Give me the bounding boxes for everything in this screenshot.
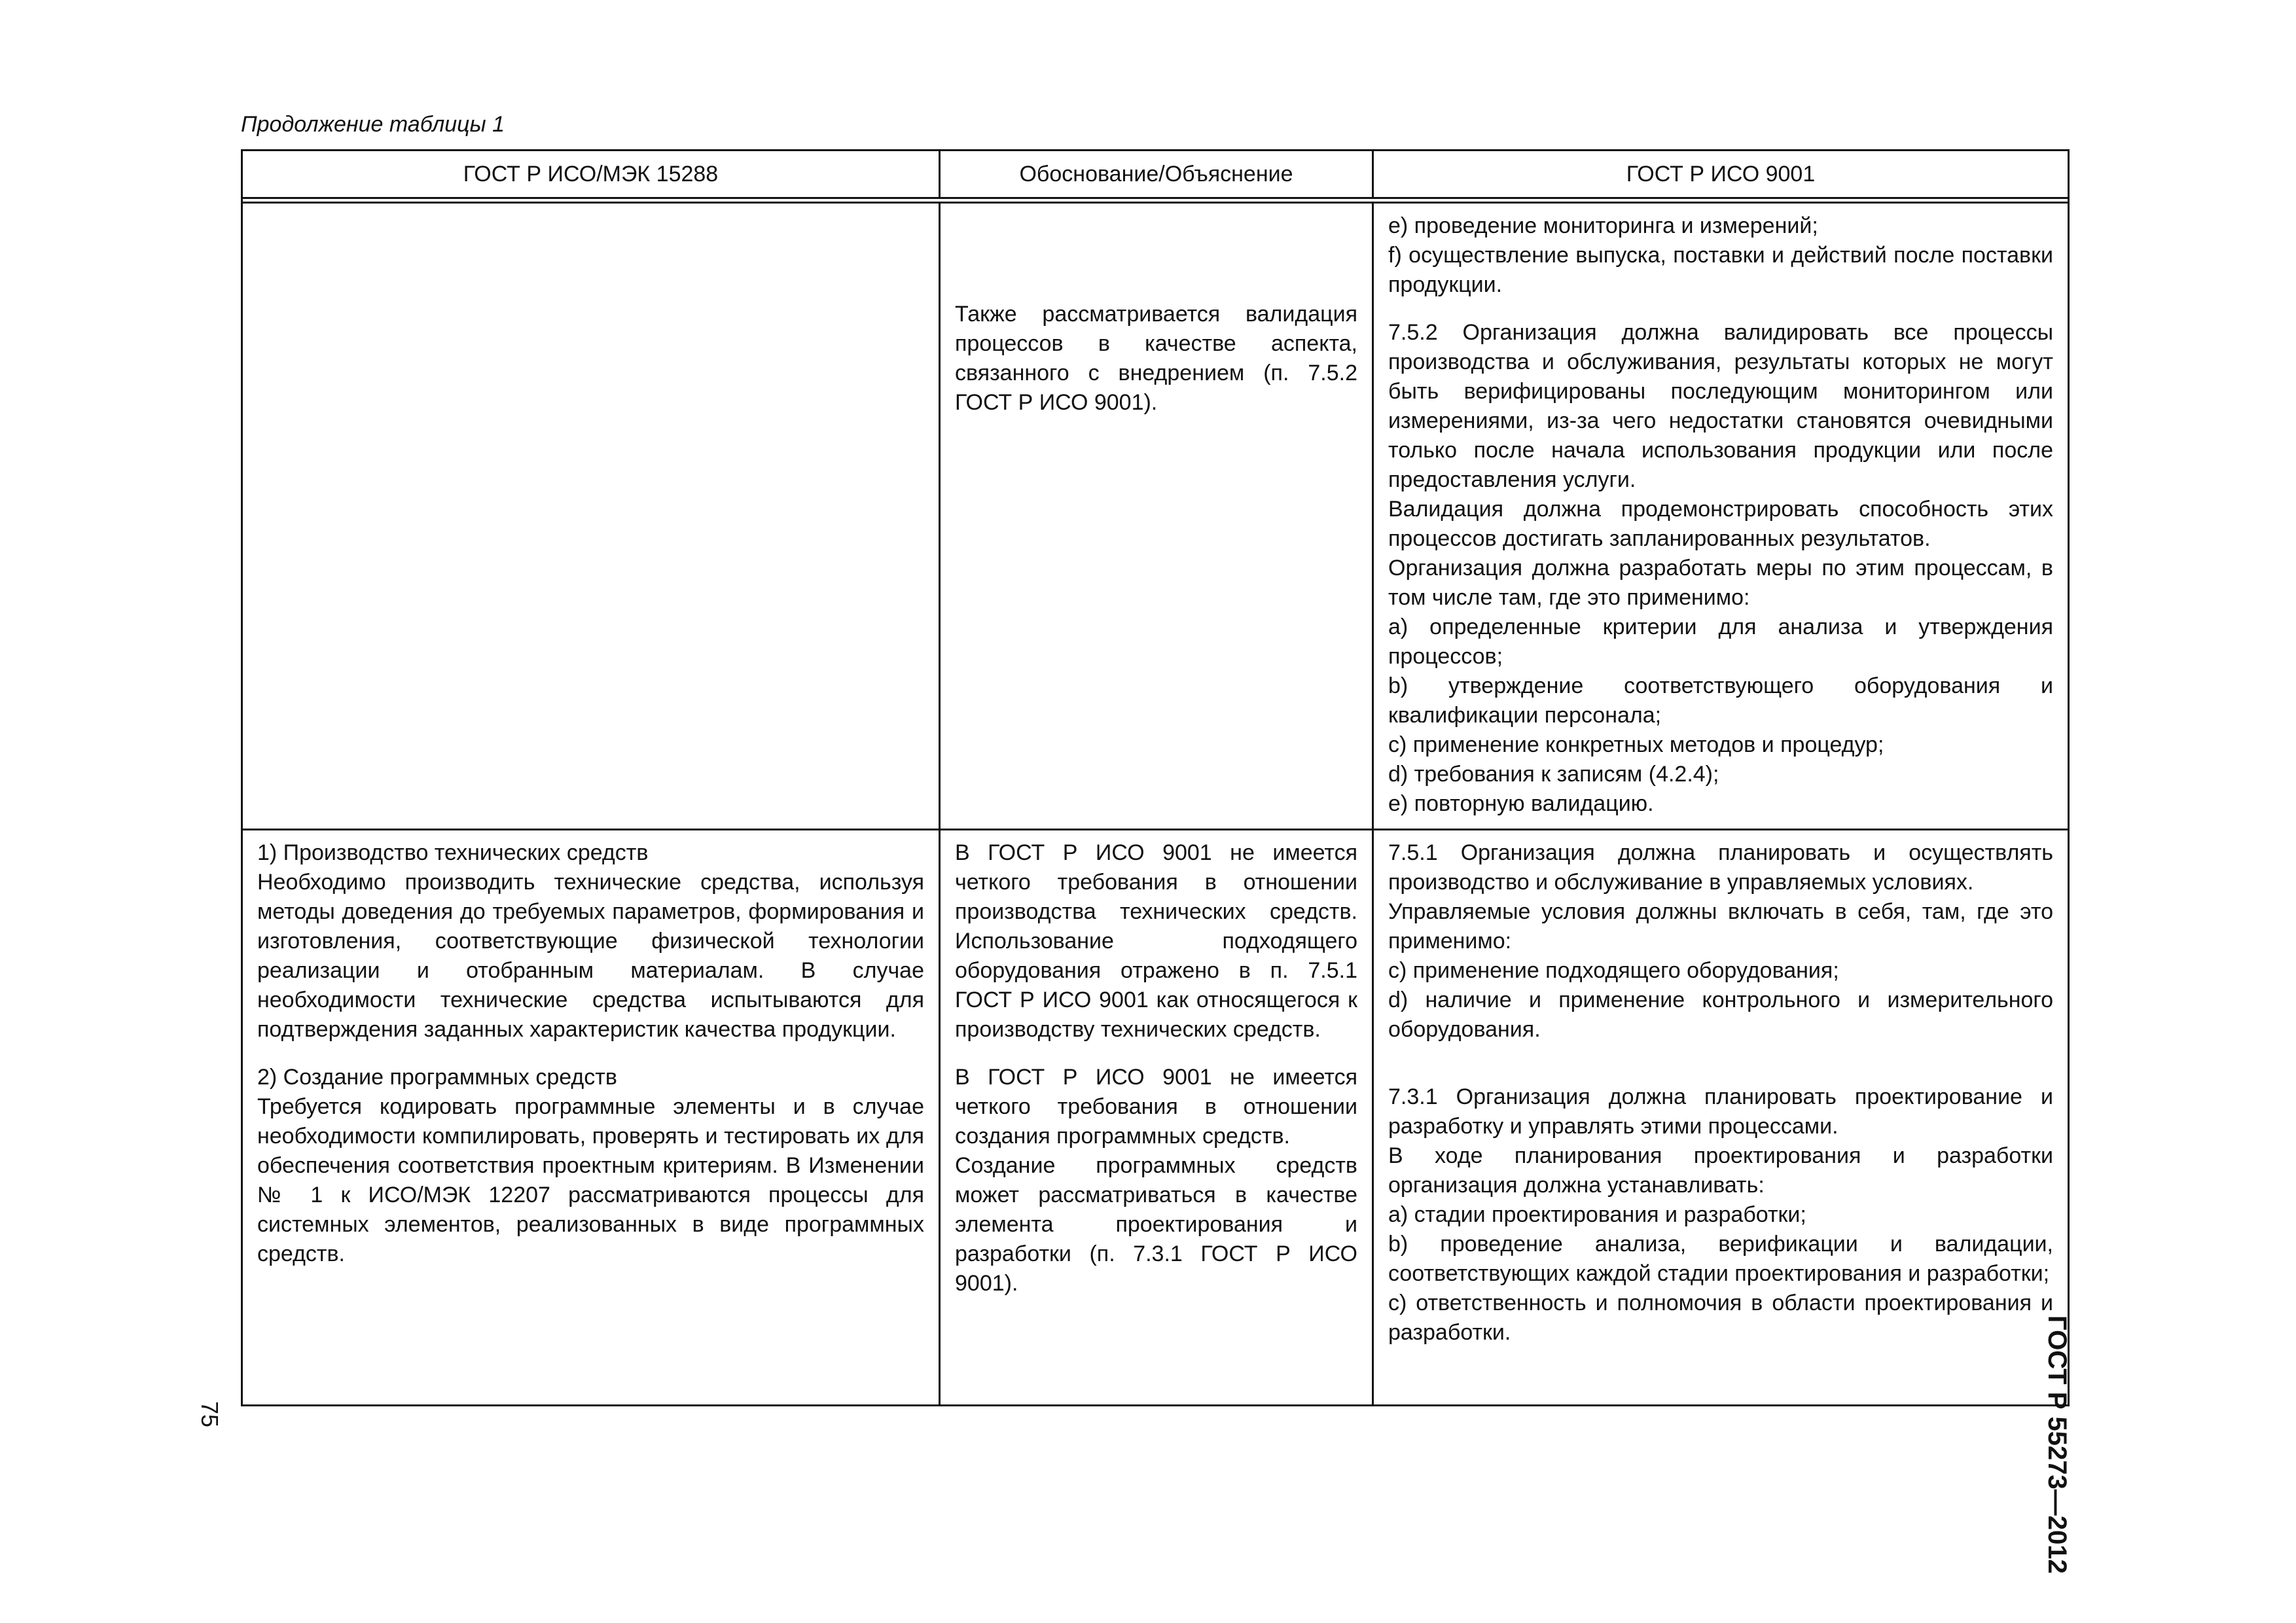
iso9001-text: f) осуществление выпуска, поставки и действий после поставки продукции. (1388, 243, 2053, 297)
iso9001-list-item: b) утверждение соответствующего оборудования и квалификации персонала; (1388, 673, 2053, 728)
table-caption: Продолжение таблицы 1 (241, 112, 505, 137)
iso9001-clause-7-5-1: 7.5.1 Организация должна планировать и осуществлять производство и обслуживание в управляемых условиях. (1388, 840, 2053, 895)
iso9001-list-item: c) применение подходящего оборудования; (1388, 958, 1839, 983)
iso9001-list-item: a) стадии проектирования и разработки; (1388, 1202, 1806, 1227)
iso9001-list-item: a) определенные критерии для анализа и утверждения процессов; (1388, 615, 2053, 669)
header-iso-iec-15288: ГОСТ Р ИСО/МЭК 15288 (243, 151, 941, 197)
justification-text: В ГОСТ Р ИСО 9001 не имеется четкого требования в отношении производства технических средств. Использование подходящего оборудования отражено в п. 7.5.1 ГОСТ Р ИСО 9001 как относящегося к производству технических средств. (955, 840, 1357, 1042)
iso9001-text: Организация должна разработать меры по этим процессам, в том числе там, где это применимо: (1388, 556, 2053, 610)
table-row (243, 204, 2068, 830)
header-iso-9001: ГОСТ Р ИСО 9001 (1626, 161, 1816, 187)
iso9001-list-item: d) наличие и применение контрольного и измерительного оборудования. (1388, 988, 2053, 1042)
row1-col2 (941, 204, 1374, 829)
header-justification: Обоснование/Объяснение (941, 151, 1374, 197)
row2-col1 (243, 830, 941, 1404)
row1-col1 (243, 204, 941, 829)
software-creation-text: Требуется кодировать программные элементы и в случае необходимости компилировать, проверять и тестировать их для обеспечения соответствия проектным критериям. В Изменении № 1 к ИСО/МЭК 12207 рассматриваются процессы для системных элементов, реализованных в виде программных средств. (257, 1094, 924, 1266)
iso9001-list-item: c) ответственность и полномочия в области проектирования и разработки. (1388, 1291, 2053, 1345)
iso9001-text: e) проведение мониторинга и измерений; (1388, 213, 1818, 238)
justification-text: В ГОСТ Р ИСО 9001 не имеется четкого требования в отношении создания программных средств. (955, 1065, 1357, 1149)
iso9001-clause-7-5-2: 7.5.2 Организация должна валидировать все процессы производства и обслуживания, результаты которых не могут быть верифицированы последующим мониторингом или измерениями, из-за чего недостатки становятся очевидными только после начала использования продукции или после предоставления услуги. (1388, 320, 2053, 492)
iso9001-text: Валидация должна продемонстрировать способность этих процессов достигать запланированных результатов. (1388, 497, 2053, 551)
justification-text: Создание программных средств может рассматриваться в качестве элемента проектирования и разработки (п. 7.3.1 ГОСТ Р ИСО 9001). (955, 1153, 1357, 1296)
justification-text: Также рассматривается валидация процессов в качестве аспекта, связанного с внедрением (п. 7.5.2 ГОСТ Р ИСО 9001). (955, 302, 1357, 415)
iso9001-text: В ходе планирования проектирования и разработки организация должна устанавливать: (1388, 1143, 2053, 1198)
row2-col3 (1374, 830, 2068, 1404)
page-number: 75 (196, 1400, 224, 1428)
iso9001-list-item: d) требования к записям (4.2.4); (1388, 762, 1719, 787)
software-creation-title: 2) Создание программных средств (257, 1065, 617, 1090)
table-row (243, 830, 2068, 1404)
standard-designation: ГОСТ Р 55273—2012 (2043, 1315, 2072, 1574)
iso9001-text: Управляемые условия должны включать в себя, там, где это применимо: (1388, 899, 2053, 954)
iso9001-clause-7-3-1: 7.3.1 Организация должна планировать проектирование и разработку и управлять этими процессами. (1388, 1084, 2053, 1139)
row1-col3 (1374, 204, 2068, 829)
iso9001-list-item: c) применение конкретных методов и процедур; (1388, 732, 1884, 757)
iso9001-list-item: b) проведение анализа, верификации и валидации, соответствующих каждой стадии проектирования и разработки; (1388, 1232, 2053, 1286)
iso9001-list-item: e) повторную валидацию. (1388, 791, 1654, 816)
hardware-production-text: Необходимо производить технические средства, используя методы доведения до требуемых параметров, формирования и изготовления, соответствующие физической технологии реализации и отобранным материалам. В случае необходимости технические средства испытываются для подтверждения заданных характеристик качества продукции. (257, 870, 924, 1042)
table-header (243, 151, 2068, 204)
row2-col2 (941, 830, 1374, 1404)
hardware-production-title: 1) Производство технических средств (257, 840, 649, 865)
comparison-table (241, 149, 2070, 1406)
